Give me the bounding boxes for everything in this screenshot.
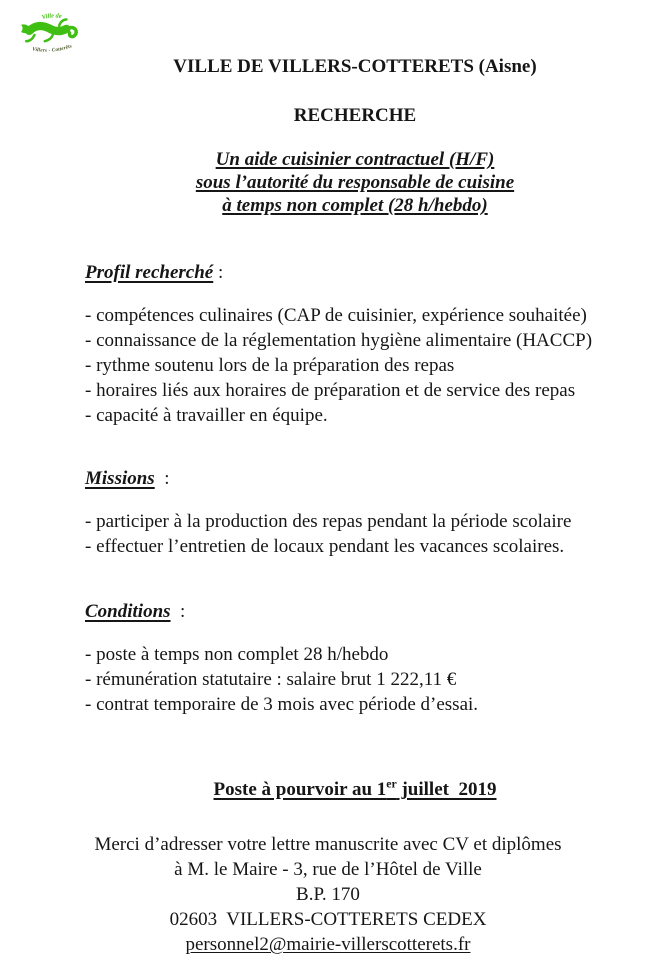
section-title-missions: Missions <box>85 468 155 489</box>
section-title-profil: Profil recherché <box>85 262 214 283</box>
section-colon-conditions: : <box>170 601 186 622</box>
header <box>54 56 656 217</box>
section-conditions <box>85 601 642 717</box>
conditions-list <box>85 642 642 717</box>
section-colon-profil: : <box>213 262 224 283</box>
section-missions <box>85 468 642 559</box>
list-item: - compétences culinaires (CAP de cuisinier, expérience souhaitée) <box>85 305 587 326</box>
position-line-1-text: Un aide cuisinier contractuel (H/F) <box>215 149 495 170</box>
position-line-2 <box>54 171 656 194</box>
logo-top-text <box>41 12 62 21</box>
list-item: - contrat temporaire de 3 mois avec période d’essai. <box>85 694 479 715</box>
address-block <box>0 832 656 957</box>
logo-bottom-text-path: Villers - Cotterêts <box>31 43 73 54</box>
position-block <box>54 148 656 217</box>
position-line-2-text: sous l’autorité du responsable de cuisine <box>195 172 515 193</box>
recherche-heading: RECHERCHE <box>293 105 417 126</box>
email-link[interactable]: personnel2@mairie-villerscotterets.fr <box>185 934 471 955</box>
section-heading-profil <box>85 262 642 284</box>
position-line-3 <box>54 194 656 217</box>
logo-top-text-path: Ville de <box>41 12 63 22</box>
city-logo <box>20 8 84 60</box>
city-title: VILLE DE VILLERS-COTTERETS (Aisne) <box>173 56 537 77</box>
address-line: 02603 VILLERS-COTTERETS CEDEX <box>169 909 487 930</box>
list-item: - rythme soutenu lors de la préparation des repas <box>85 355 455 376</box>
section-colon-missions: : <box>154 468 170 489</box>
address-line: B.P. 170 <box>296 884 360 905</box>
logo-bottom-text <box>32 43 73 53</box>
list-item: - connaissance de la réglementation hygiène alimentaire (HACCP) <box>85 330 593 351</box>
availability-pre: Poste à pourvoir au 1 <box>213 779 387 800</box>
address-line: Merci d’adresser votre lettre manuscrite avec CV et diplômes <box>94 834 562 855</box>
availability-line <box>54 779 656 801</box>
list-item: - poste à temps non complet 28 h/hebdo <box>85 644 389 665</box>
section-profil <box>85 262 642 428</box>
address-line: à M. le Maire - 3, rue de l’Hôtel de Ville <box>174 859 482 880</box>
list-item: - rémunération statutaire : salaire brut 1 222,11 € <box>85 669 457 690</box>
list-item: - capacité à travailler en équipe. <box>85 405 328 426</box>
list-item: - effectuer l’entretien de locaux pendant les vacances scolaires. <box>85 536 565 557</box>
profil-list <box>85 303 642 428</box>
position-line-3-text: à temps non complet (28 h/hebdo) <box>222 195 488 216</box>
section-heading-missions <box>85 468 642 490</box>
section-title-conditions: Conditions <box>85 601 171 622</box>
availability-post: juillet 2019 <box>396 779 497 800</box>
availability-ordinal: er <box>386 777 397 791</box>
salamander-icon <box>21 20 76 42</box>
list-item: - horaires liés aux horaires de préparation et de service des repas <box>85 380 576 401</box>
position-line-1 <box>54 148 656 171</box>
section-heading-conditions <box>85 601 642 623</box>
list-item: - participer à la production des repas pendant la période scolaire <box>85 511 572 532</box>
missions-list <box>85 509 642 559</box>
